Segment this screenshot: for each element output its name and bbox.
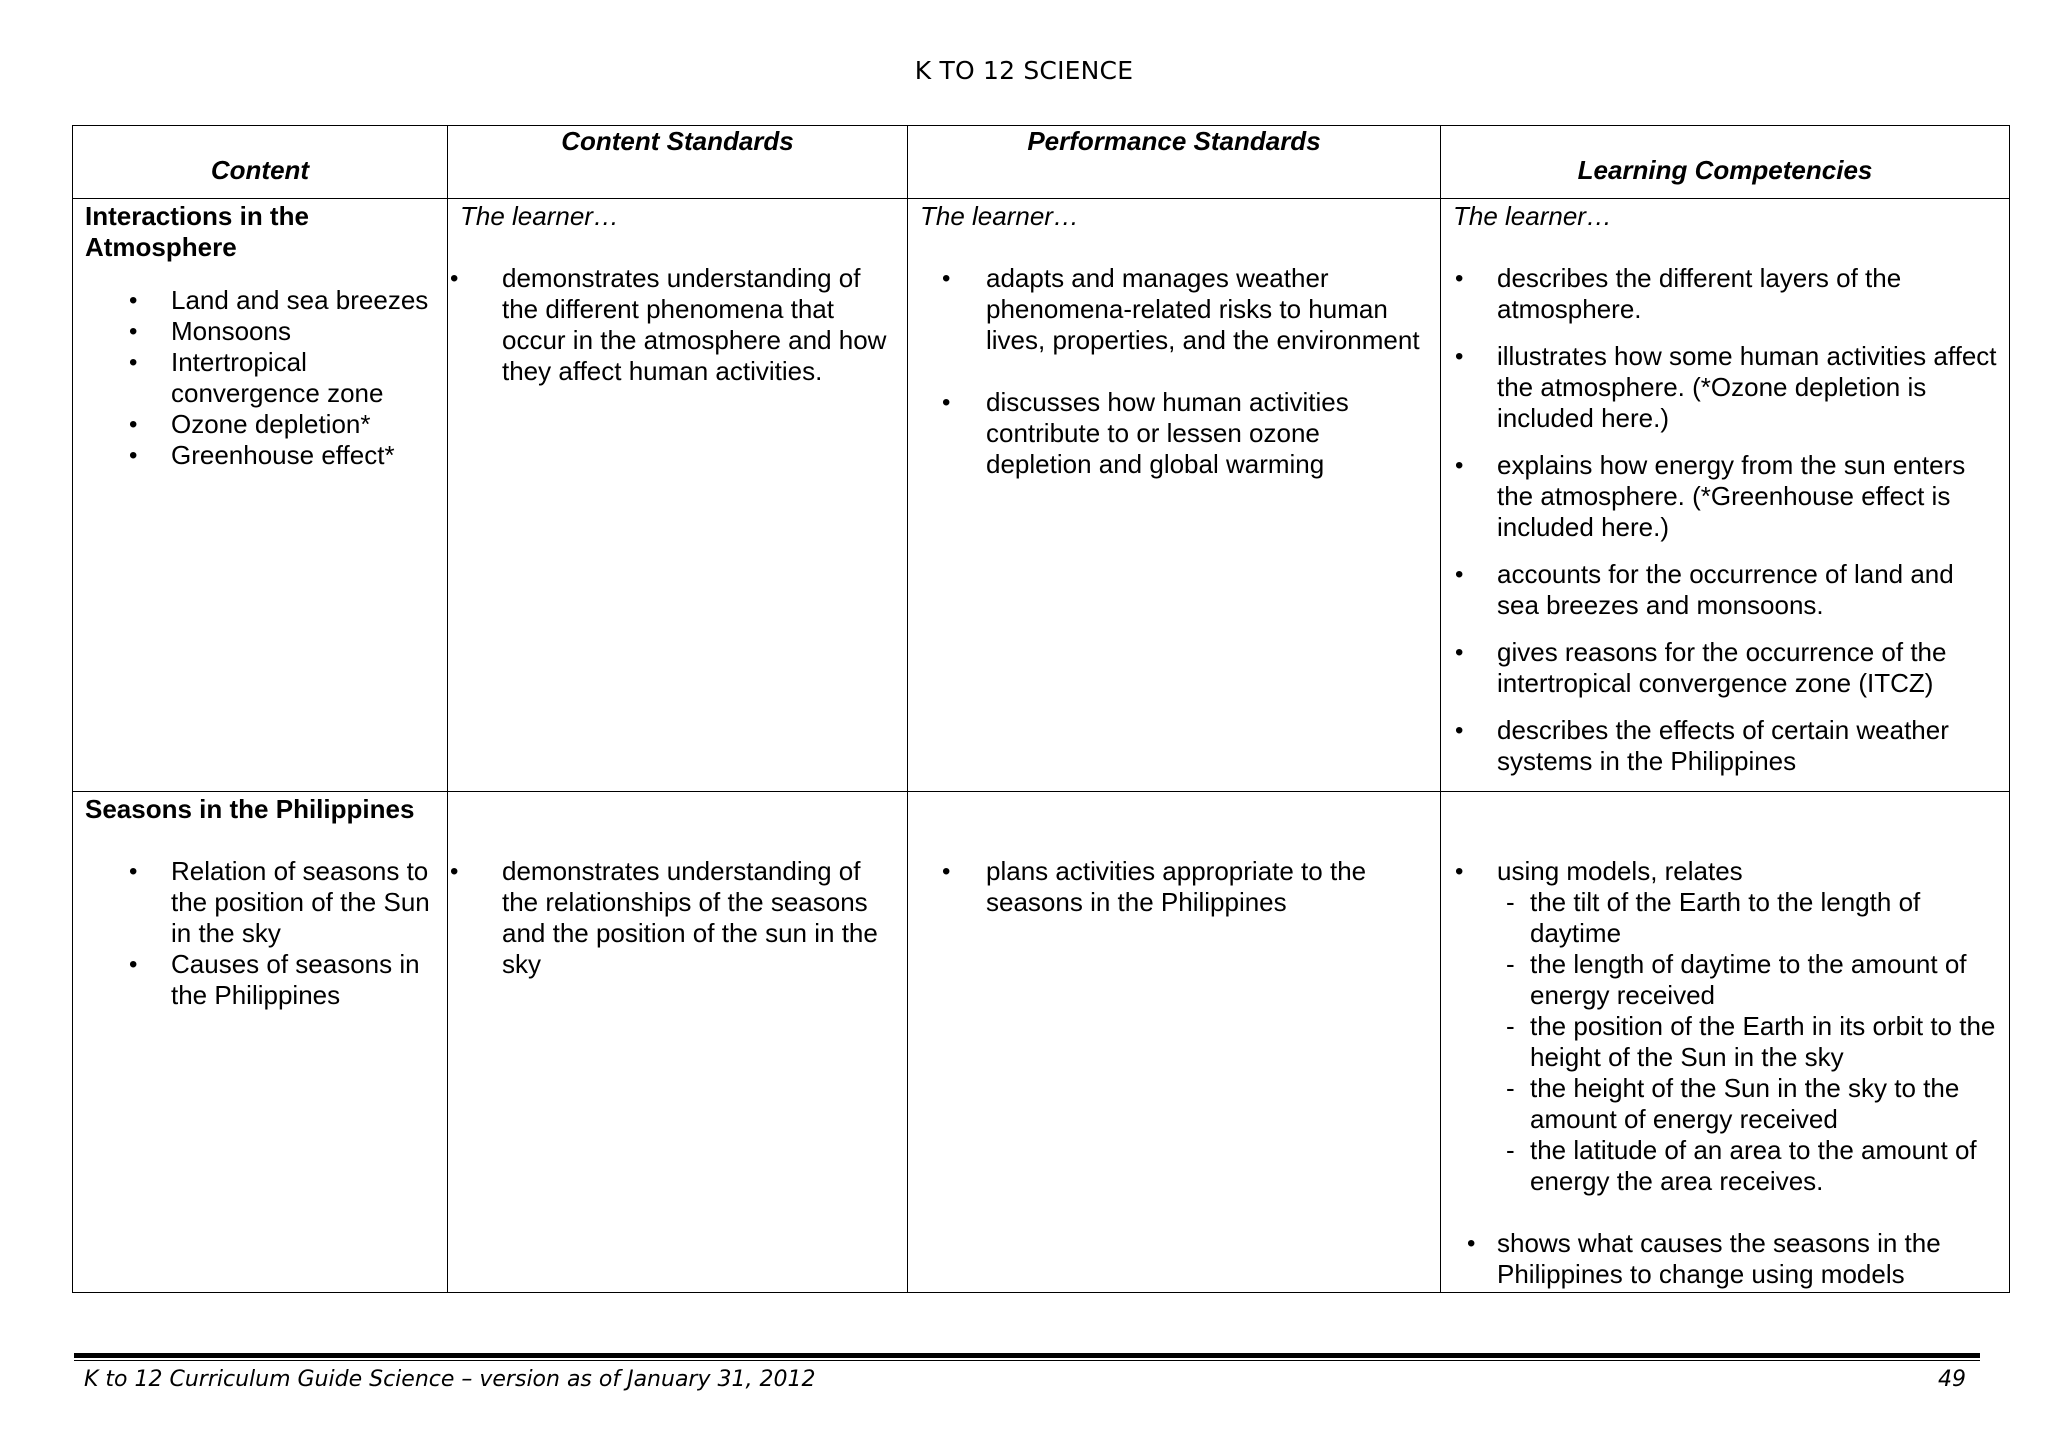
footer-divider xyxy=(74,1353,1980,1361)
page-number: 49 xyxy=(1938,1367,1966,1392)
list-item: • demonstrates understanding of the relationships of the seasons and the position of the sun in the sky xyxy=(448,856,895,980)
list-item: • describes the different layers of the atmosphere. xyxy=(1453,263,1997,325)
learning-competencies-cell xyxy=(1441,199,2010,792)
learner-lead: The learner… xyxy=(1453,201,1612,231)
list-item: • discusses how human activities contribute to or lessen ozone depletion and global warming xyxy=(940,387,1428,480)
table-row xyxy=(73,199,2010,792)
sub-list xyxy=(1497,887,1997,1197)
list-item: • gives reasons for the occurrence of the intertropical convergence zone (ITCZ) xyxy=(1453,637,1997,699)
performance-standards-cell xyxy=(908,199,1441,792)
sub-list-item: - the length of daytime to the amount of energy received xyxy=(1497,949,1997,1011)
list-item: • Land and sea breezes xyxy=(127,285,435,316)
competencies-list xyxy=(1453,856,1997,1290)
curriculum-table xyxy=(72,125,2010,1293)
list-item: • Ozone depletion* xyxy=(127,409,435,440)
performance-list xyxy=(940,263,1428,480)
list-item xyxy=(1453,856,1997,1197)
list-item: • Relation of seasons to the position of the Sun in the sky xyxy=(127,856,435,949)
list-item: • accounts for the occurrence of land and sea breezes and monsoons. xyxy=(1453,559,1997,621)
content-list xyxy=(85,856,435,1011)
learner-lead: The learner… xyxy=(460,201,619,231)
learner-lead: The learner… xyxy=(920,201,1079,231)
list-item-lead: using models, relates xyxy=(1497,856,1743,886)
header-content-standards: Content Standards xyxy=(448,126,908,199)
sub-list-item: - the position of the Earth in its orbit to the height of the Sun in the sky xyxy=(1497,1011,1997,1073)
list-item: • describes the effects of certain weather systems in the Philippines xyxy=(1453,715,1997,777)
performance-standards-cell xyxy=(908,792,1441,1293)
sub-list-item: - the height of the Sun in the sky to the amount of energy received xyxy=(1497,1073,1997,1135)
list-item: • explains how energy from the sun enters the atmosphere. (*Greenhouse effect is included here.) xyxy=(1453,450,1997,543)
list-item: • Monsoons xyxy=(127,316,435,347)
header-learning-competencies: Learning Competencies xyxy=(1441,126,2010,199)
topic-title: Seasons in the Philippines xyxy=(85,794,415,824)
list-item: • Causes of seasons in the Philippines xyxy=(127,949,435,1011)
list-item: • illustrates how some human activities affect the atmosphere. (*Ozone depletion is included here.) xyxy=(1453,341,1997,434)
list-item: • Greenhouse effect* xyxy=(127,440,435,471)
content-standards-cell xyxy=(448,792,908,1293)
header-performance-standards: Performance Standards xyxy=(908,126,1441,199)
content-cell xyxy=(73,792,448,1293)
sub-list-item: - the tilt of the Earth to the length of daytime xyxy=(1497,887,1997,949)
content-standards-cell xyxy=(448,199,908,792)
list-item: • demonstrates understanding of the different phenomena that occur in the atmosphere and how they affect human activities. xyxy=(448,263,895,387)
sub-list-item: - the latitude of an area to the amount of energy the area receives. xyxy=(1497,1135,1997,1197)
list-item: • plans activities appropriate to the seasons in the Philippines xyxy=(940,856,1428,918)
header-content: Content xyxy=(73,126,448,199)
topic-title: Interactions in the Atmosphere xyxy=(85,201,309,262)
standards-list xyxy=(448,263,895,387)
footer-version: K to 12 Curriculum Guide Science – version as of January 31, 2012 xyxy=(84,1367,816,1392)
table-header-row xyxy=(73,126,2010,199)
list-item: • adapts and manages weather phenomena-related risks to human lives, properties, and the environment xyxy=(940,263,1428,356)
table-row xyxy=(73,792,2010,1293)
list-item: • shows what causes the seasons in the Philippines to change using models xyxy=(1465,1228,1997,1290)
performance-list xyxy=(940,856,1428,918)
content-list xyxy=(85,285,435,471)
standards-list xyxy=(448,856,895,980)
competencies-list xyxy=(1453,263,1997,777)
content-cell xyxy=(73,199,448,792)
page-header: K TO 12 SCIENCE xyxy=(914,56,1134,85)
learning-competencies-cell xyxy=(1441,792,2010,1293)
list-item: • Intertropical convergence zone xyxy=(127,347,435,409)
